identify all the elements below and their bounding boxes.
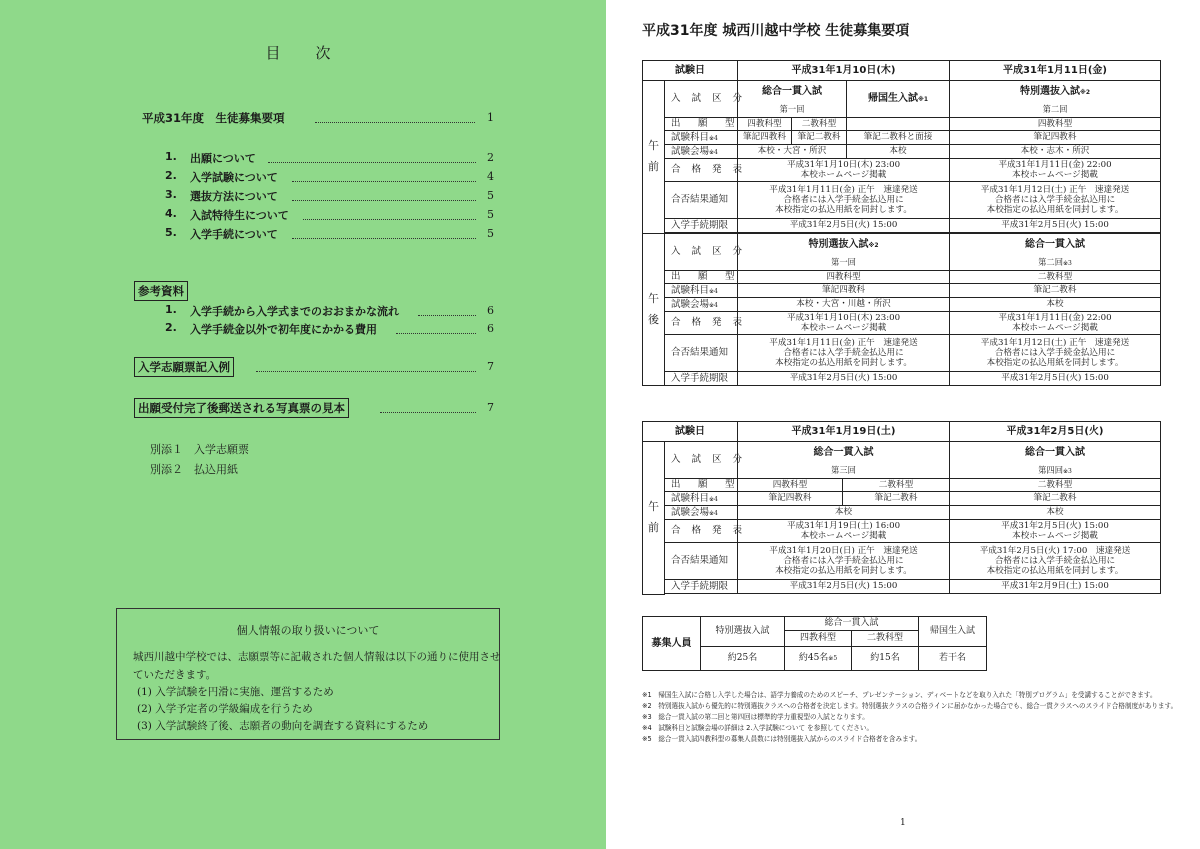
venue-label: 試験会場※4	[665, 506, 738, 520]
toc-item-page: 5	[487, 208, 494, 221]
type-cell: 四教科型	[738, 479, 843, 492]
venue-cell: 本校・大宮・川越・所沢	[738, 298, 950, 312]
leader-dots	[268, 162, 476, 163]
venue-cell: 本校・志木・所沢	[950, 145, 1161, 159]
announce-cell: 平成31年1月10日(木) 23:00 本校ホームページ掲載	[738, 312, 950, 335]
kubun-kikoku: 帰国生入試※1	[847, 81, 950, 118]
gantype-label: 出 願 型	[665, 271, 738, 284]
leader-dots	[380, 412, 476, 413]
exam-day-header: 試験日	[643, 61, 738, 81]
leader-dots	[396, 333, 476, 334]
ref-item-page: 6	[487, 304, 494, 317]
venue-cell: 本校	[738, 506, 950, 520]
toc-title: 目 次	[265, 44, 341, 62]
recruit-count: 約25名	[701, 647, 785, 671]
type-cell: 二教科型	[950, 479, 1161, 492]
privacy-line: (1) 入学試験を円滑に実施、運営するため	[137, 686, 334, 698]
leader-dots	[303, 219, 476, 220]
ref-heading: 参考資料	[134, 281, 188, 301]
subject-cell: 筆記二教科	[950, 284, 1161, 298]
notify-cell: 平成31年1月20日(日) 正午 速達発送 合格者には入学手続金払込用に 本校指定の払込用紙を同封します。	[738, 543, 950, 580]
toc-item-num: 5.	[165, 226, 177, 239]
toc-item-num: 4.	[165, 207, 177, 220]
notify-label: 合否結果通知	[665, 335, 738, 372]
recruitment-table	[642, 616, 987, 671]
toc-main-entry: 平成31年度 生徒募集要項	[142, 111, 285, 125]
subject-cell: 筆記四教科	[950, 131, 1161, 145]
subject-cell: 筆記二教科	[792, 131, 847, 145]
toc-item-label: 入学試験について	[190, 171, 278, 184]
type-cell: 二教科型	[950, 271, 1161, 284]
kubun-ikkan: 総合一貫入試	[738, 81, 847, 104]
ref-item-label: 入学手続金以外で初年度にかかる費用	[190, 323, 377, 336]
toc-main-page: 1	[487, 111, 494, 124]
kubun-tokubetsu: 特別選抜入試※2	[950, 81, 1161, 104]
kubun-label: 入 試 区 分	[665, 81, 738, 118]
announce-cell: 平成31年1月10日(木) 23:00 本校ホームページ掲載	[738, 159, 950, 182]
exam-day-2: 平成31年1月11日(金)	[950, 61, 1161, 81]
footnote: ※2 特別選抜入試から優先的に特別選抜クラスへの合格者を決定します。特別選抜クラスの合格ラインに届かなかった場合でも、総合一貫クラスへのスライド合格制度があります。	[642, 702, 1178, 710]
toc-item-page: 2	[487, 151, 494, 164]
form-example-heading: 入学志願票記入例	[134, 357, 234, 377]
recruit-count: 若干名	[919, 647, 987, 671]
notify-cell: 平成31年2月5日(火) 17:00 速達発送 合格者には入学手続金払込用に 本校指定の払込用紙を同封します。	[950, 543, 1161, 580]
exam-day-2: 平成31年2月5日(火)	[950, 422, 1161, 442]
leader-dots	[292, 181, 476, 182]
notify-cell: 平成31年1月12日(土) 正午 速達発送 合格者には入学手続金払込用に 本校指定の払込用紙を同封します。	[950, 335, 1161, 372]
notify-label: 合否結果通知	[665, 543, 738, 580]
ref-item-num: 2.	[165, 321, 177, 334]
privacy-line: (3) 入学試験終了後、志願者の動向を調査する資料にするため	[137, 720, 429, 732]
ref-item-label: 入学手続から入学式までのおおまかな流れ	[190, 305, 399, 318]
kubun-label: 入 試 区 分	[665, 234, 738, 271]
venue-label: 試験会場※4	[665, 145, 738, 159]
footnote: ※1 帰国生入試に合格し入学した場合は、語学力養成のためのスピーチ、プレゼンテーション、ディベートなどを取り入れた「特別プログラム」を受講することができます。	[642, 691, 1157, 699]
toc-item-label: 入学手続について	[190, 228, 278, 241]
subject-cell: 筆記四教科	[738, 492, 843, 506]
type-cell: 四教科型	[738, 271, 950, 284]
announce-cell: 平成31年2月5日(火) 15:00 本校ホームページ掲載	[950, 520, 1161, 543]
kubun-cell: 特別選抜入試※2	[738, 234, 950, 257]
type-cell: 四教科型	[950, 118, 1161, 131]
page-number: 1	[900, 818, 906, 828]
kubun-cell: 総合一貫入試	[950, 234, 1161, 257]
gantype-label: 出 願 型	[665, 479, 738, 492]
deadline-cell: 平成31年2月9日(土) 15:00	[950, 580, 1161, 594]
toc-item-page: 5	[487, 227, 494, 240]
subject-cell: 筆記二教科	[950, 492, 1161, 506]
toc-item-num: 3.	[165, 188, 177, 201]
deadline-cell: 平成31年2月5日(火) 15:00	[738, 372, 950, 386]
recruit-count: 約15名	[852, 647, 919, 671]
venue-cell: 本校	[847, 145, 950, 159]
subject-cell: 筆記二教科	[843, 492, 950, 506]
toc-item-label: 入試特待生について	[190, 209, 289, 222]
kubun-cell: 総合一貫入試	[738, 442, 950, 465]
round-label: 第一回	[738, 104, 847, 118]
subject-cell: 筆記四教科	[738, 284, 950, 298]
type-cell: 二教科型	[843, 479, 950, 492]
recruit-col-type2: 二教科型	[852, 631, 919, 647]
ref-item-page: 6	[487, 322, 494, 335]
privacy-heading: 個人情報の取り扱いについて	[236, 624, 380, 637]
recruit-count: 約45名※5	[785, 647, 852, 671]
toc-item-page: 4	[487, 170, 494, 183]
footnote: ※3 総合一貫入試の第二回と第四回は標準的学力重視型の入試となります。	[642, 713, 869, 721]
subjects-label: 試験科目※4	[665, 284, 738, 298]
gantype-label: 出 願 型	[665, 118, 738, 131]
announce-label: 合 格 発 表	[665, 312, 738, 335]
venue-label: 試験会場※4	[665, 298, 738, 312]
exam-day-1: 平成31年1月10日(木)	[738, 61, 950, 81]
photo-sample-heading: 出願受付完了後郵送される写真票の見本	[134, 398, 349, 418]
type-cell: 二教科型	[792, 118, 847, 131]
toc-item-page: 5	[487, 189, 494, 202]
am-label: 午前	[643, 442, 665, 595]
am-label: 午前	[643, 81, 665, 234]
deadline-cell: 平成31年2月5日(火) 15:00	[738, 580, 950, 594]
venue-cell: 本校	[950, 298, 1161, 312]
deadline-cell: 平成31年2月5日(火) 15:00	[950, 372, 1161, 386]
round-label: 第二回※3	[950, 257, 1161, 271]
leader-dots	[418, 315, 476, 316]
subjects-label: 試験科目※4	[665, 131, 738, 145]
deadline-label: 入学手続期限	[665, 372, 738, 386]
notify-cell: 平成31年1月11日(金) 正午 速達発送 合格者には入学手続金払込用に 本校指定の払込用紙を同封します。	[738, 335, 950, 372]
leader-dots	[292, 238, 476, 239]
recruit-col-kikoku: 帰国生入試	[919, 617, 987, 647]
announce-cell: 平成31年1月11日(金) 22:00 本校ホームページ掲載	[950, 312, 1161, 335]
schedule-table-2	[642, 421, 1161, 595]
toc-item-num: 1.	[165, 150, 177, 163]
notify-cell: 平成31年1月12日(土) 正午 速達発送 合格者には入学手続金払込用に 本校指定の払込用紙を同封します。	[950, 182, 1161, 219]
leader-dots	[315, 122, 475, 123]
leader-dots	[292, 200, 476, 201]
venue-cell: 本校	[950, 506, 1161, 520]
announce-cell: 平成31年1月11日(金) 22:00 本校ホームページ掲載	[950, 159, 1161, 182]
kubun-cell: 総合一貫入試	[950, 442, 1161, 465]
exam-day-1: 平成31年1月19日(土)	[738, 422, 950, 442]
toc-item-num: 2.	[165, 169, 177, 182]
notify-label: 合否結果通知	[665, 182, 738, 219]
announce-label: 合 格 発 表	[665, 520, 738, 543]
announce-cell: 平成31年1月19日(土) 16:00 本校ホームページ掲載	[738, 520, 950, 543]
subjects-label: 試験科目※4	[665, 492, 738, 506]
leader-dots	[256, 371, 476, 372]
subject-cell: 筆記四教科	[738, 131, 792, 145]
privacy-line: (2) 入学予定者の学級編成を行うため	[137, 703, 313, 715]
notify-cell: 平成31年1月11日(金) 正午 速達発送 合格者には入学手続金払込用に 本校指定の払込用紙を同封します。	[738, 182, 950, 219]
round-label: 第二回	[950, 104, 1161, 118]
type-cell: 四教科型	[738, 118, 792, 131]
pm-label: 午後	[643, 234, 665, 386]
ref-item-num: 1.	[165, 303, 177, 316]
deadline-label: 入学手続期限	[665, 580, 738, 594]
attachment-2: 別添２ 払込用紙	[150, 463, 238, 476]
footnote: ※5 総合一貫入試四教科型の募集人員数には特別選抜入試からのスライド合格者を含みます。	[642, 735, 922, 743]
announce-label: 合 格 発 表	[665, 159, 738, 182]
deadline-label: 入学手続期限	[665, 219, 738, 233]
type-cell	[847, 118, 950, 131]
toc-item-label: 選抜方法について	[190, 190, 278, 203]
form-example-page: 7	[487, 360, 494, 373]
subject-cell: 筆記二教科と面接	[847, 131, 950, 145]
round-label: 第四回※3	[950, 465, 1161, 479]
kubun-label: 入 試 区 分	[665, 442, 738, 479]
attachment-1: 別添１ 入学志願票	[150, 443, 249, 456]
deadline-cell: 平成31年2月5日(火) 15:00	[950, 219, 1161, 233]
privacy-notice-box	[116, 608, 500, 740]
privacy-line: 城西川越中学校では、志願票等に記載された個人情報は以下の通りに使用させ	[133, 651, 501, 663]
footnote: ※4 試験科目と試験会場の詳細は 2.入学試験について を参照してください。	[642, 724, 874, 732]
round-label: 第三回	[738, 465, 950, 479]
photo-sample-page: 7	[487, 401, 494, 414]
round-label: 第一回	[738, 257, 950, 271]
venue-cell: 本校・大宮・所沢	[738, 145, 847, 159]
privacy-line: ていただきます。	[133, 669, 217, 681]
recruit-col-type4: 四教科型	[785, 631, 852, 647]
schedule-table-1	[642, 60, 1161, 386]
page-title: 平成31年度 城西川越中学校 生徒募集要項	[642, 23, 910, 39]
toc-item-label: 出願について	[190, 152, 256, 165]
exam-day-header: 試験日	[643, 422, 738, 442]
recruit-col-tokubetsu: 特別選抜入試	[701, 617, 785, 647]
recruit-label: 募集人員	[643, 617, 701, 671]
deadline-cell: 平成31年2月5日(火) 15:00	[738, 219, 950, 233]
recruit-col-ikkan: 総合一貫入試	[785, 617, 919, 631]
